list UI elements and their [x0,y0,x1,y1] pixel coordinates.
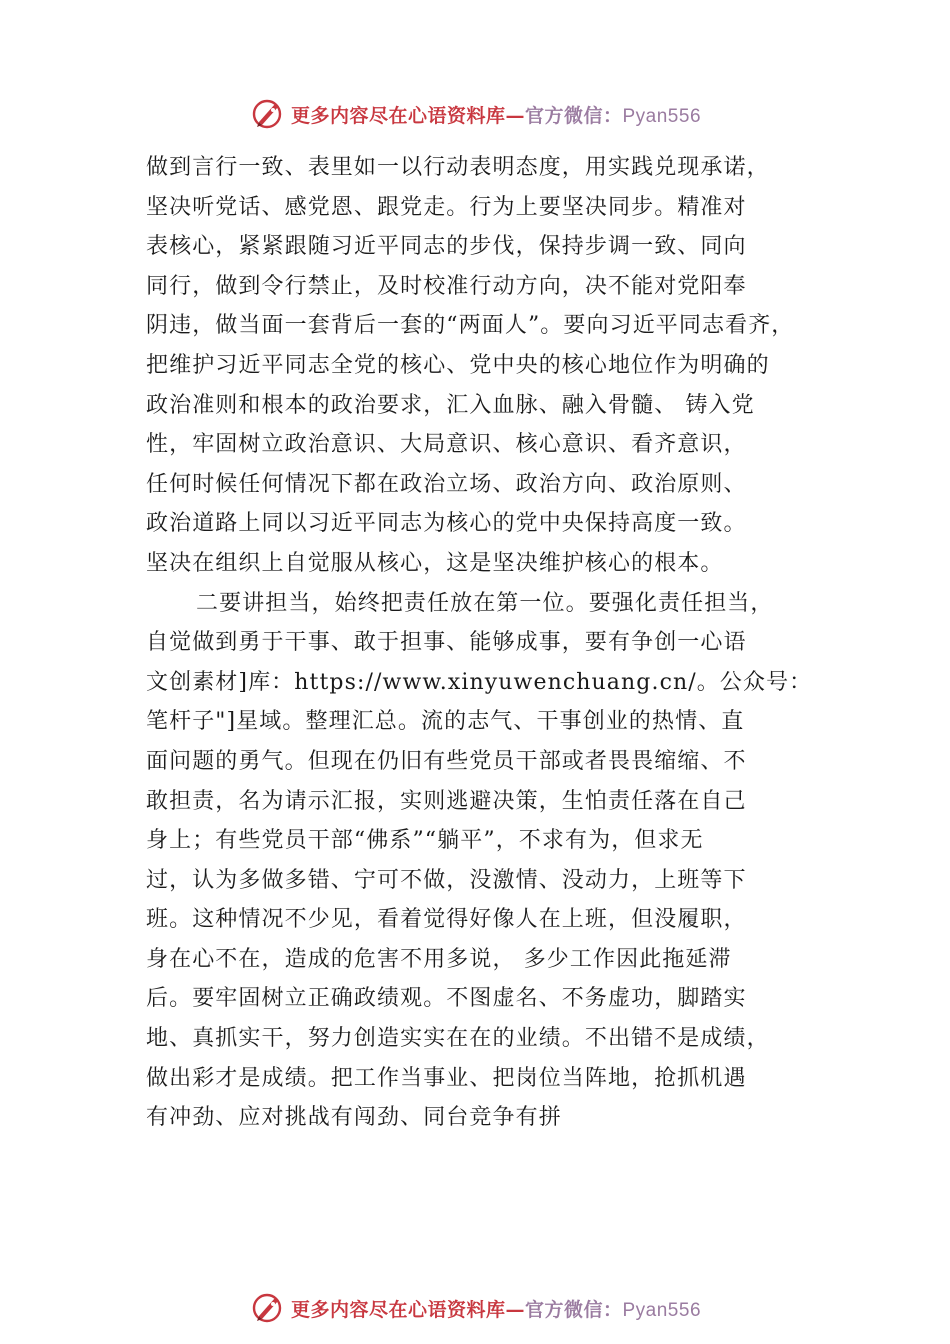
body-line: 面问题的勇气。但现在仍旧有些党员干部或者畏畏缩缩、不 [146,748,747,774]
body-line: 政治准则和根本的政治要求，汇入血脉、融入骨髓、 铸入党 [146,392,755,418]
pen-logo-icon [249,1290,285,1326]
header-banner-text [291,101,701,128]
body-line: 性，牢固树立政治意识、大局意识、核心意识、看齐意识， [146,432,747,458]
header-wechat-label: 官方微信： [524,104,623,127]
body-line: 政治道路上同以习近平同志为核心的党中央保持高度一致。 [146,511,747,537]
paragraph-start-line: 二要讲担当，始终把责任放在第一位。要强化责任担当， [196,590,774,616]
body-line: 做出彩才是成绩。把工作当事业、把岗位当阵地，抢抓机遇 [146,1065,747,1091]
body-line: 班。这种情况不少见，看着觉得好像人在上班，但没履职， [146,907,747,933]
body-line: 笔杆子"]星域。整理汇总。流的志气、干事创业的热情、直 [146,709,745,735]
body-line: 后。要牢固树立正确政绩观。不图虚名、不务虚功，脚踏实 [146,986,747,1012]
body-line: 做到言行一致、表里如一以行动表明态度，用实践兑现承诺， [146,155,770,180]
document-body [146,148,836,1138]
footer-banner [0,1288,950,1328]
header-banner [0,94,950,134]
body-line: 有冲劲、应对挑战有闯劲、同台竞争有拼 [146,1105,562,1131]
body-line: 把维护习近平同志全党的核心、党中央的核心地位作为明确的 [146,352,770,378]
body-line: 地、真抓实干，努力创造实实在在的业绩。不出错不是成绩， [146,1026,770,1052]
body-line-with-link-text: 文创素材]库：https://www.xinyuwenchuang.cn/。公众号： [146,669,813,695]
body-line: 阴违，做当面一套背后一套的“两面人”。要向习近平同志看齐， [146,313,795,339]
body-line: 任何时候任何情况下都在政治立场、政治方向、政治原则、 [146,471,747,497]
body-line: 自觉做到勇于干事、敢于担事、能够成事，要有争创一心语 [146,630,747,656]
body-line: 敢担责，名为请示汇报，实则逃避决策，生怕责任落在自己 [146,788,747,814]
pen-logo-icon [249,96,285,132]
body-line: 过，认为多做多错、宁可不做，没激情、没动力，上班等下 [146,867,747,893]
footer-dash: — [505,1298,525,1321]
header-wechat-id: Pyan556 [622,105,702,127]
header-dash: — [505,104,525,127]
footer-wechat-label: 官方微信： [524,1298,623,1321]
footer-banner-text [291,1295,701,1322]
body-line: 坚决听党话、感党恩、跟党走。行为上要坚决同步。精准对 [146,194,747,220]
body-line: 坚决在组织上自觉服从核心，这是坚决维护核心的根本。 [146,550,724,576]
body-line: 表核心，紧紧跟随习近平同志的步伐，保持步调一致、同向 [146,234,747,260]
body-line: 同行，做到令行禁止，及时校准行动方向，决不能对党阳奉 [146,273,747,299]
footer-brand: 更多内容尽在心语资料库 [290,1298,506,1321]
body-line: 身上；有些党员干部“佛系”“躺平”，不求有为，但求无 [146,828,704,854]
footer-wechat-id: Pyan556 [622,1299,702,1321]
header-brand: 更多内容尽在心语资料库 [290,104,506,127]
body-line: 身在心不在，造成的危害不用多说， 多少工作因此拖延滞 [146,946,732,972]
